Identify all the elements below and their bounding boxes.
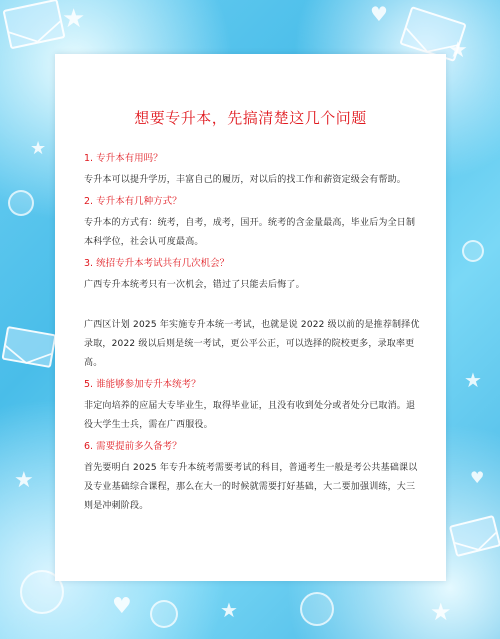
answer-text-extra: 广西区计划 2025 年实施专升本统一考试，也就是说 2022 级以前的是推荐制择优录取，2022 级以后则是统一考试，更公平公正，可以选择的院校更多，录取率更高。	[84, 320, 420, 368]
heart-icon: ♥	[112, 594, 132, 619]
bubble-icon	[462, 240, 484, 262]
qa-list	[84, 152, 422, 516]
star-icon: ★	[448, 38, 468, 63]
envelope-icon	[449, 515, 500, 557]
answer-text: 专升本可以提升学历，丰富自己的履历，对以后的找工作和薪资定级会有帮助。	[84, 175, 407, 185]
envelope-icon	[1, 326, 56, 368]
page-title: 想要专升本，先搞清楚这几个问题	[134, 109, 367, 127]
question-text: 6. 需要提前多久备考？	[84, 441, 182, 452]
qa-section-1	[84, 152, 422, 190]
star-icon: ★	[62, 4, 86, 34]
bubble-icon	[300, 592, 334, 626]
answer-text: 专升本的方式有：统考，自考，成考，国开。统考的含金量最高，毕业后为全日制本科学位，社会认可度最高。	[84, 218, 416, 247]
star-icon: ★	[430, 598, 452, 626]
qa-section-6	[84, 440, 422, 516]
envelope-icon	[2, 0, 65, 49]
star-icon: ★	[464, 368, 482, 392]
question-text: 1. 专升本有用吗？	[84, 153, 163, 164]
star-icon: ★	[220, 598, 238, 622]
answer-text: 广西专升本统考只有一次机会，错过了只能去后悔了。	[84, 280, 305, 290]
heart-icon: ♥	[370, 2, 388, 26]
qa-section-3	[84, 257, 422, 373]
spacer	[84, 300, 422, 316]
answer-text: 首先要明白 2025 年专升本统考需要考试的科目，普通考生一般是考公共基础课以及专业基础综合课程，那么在大一的时候就需要打好基础，大二要加强训练，大三则是冲刺阶段。	[84, 463, 418, 511]
bubble-icon	[8, 190, 34, 216]
question-text: 5. 谁能够参加专升本统考？	[84, 379, 201, 390]
question-text: 2. 专升本有几种方式？	[84, 196, 182, 207]
star-icon: ★	[14, 468, 34, 493]
heart-icon: ♥	[470, 468, 485, 487]
bubble-icon	[150, 600, 178, 628]
qa-section-5	[84, 378, 422, 435]
question-text: 3. 统招专升本考试共有几次机会？	[84, 258, 230, 269]
content-card	[55, 54, 446, 581]
answer-text: 非定向培养的应届大专毕业生，取得毕业证，且没有收到处分或者处分已取消。退役大学生士兵，需在广西服役。	[84, 401, 416, 430]
star-icon: ★	[30, 138, 47, 159]
qa-section-2	[84, 195, 422, 252]
